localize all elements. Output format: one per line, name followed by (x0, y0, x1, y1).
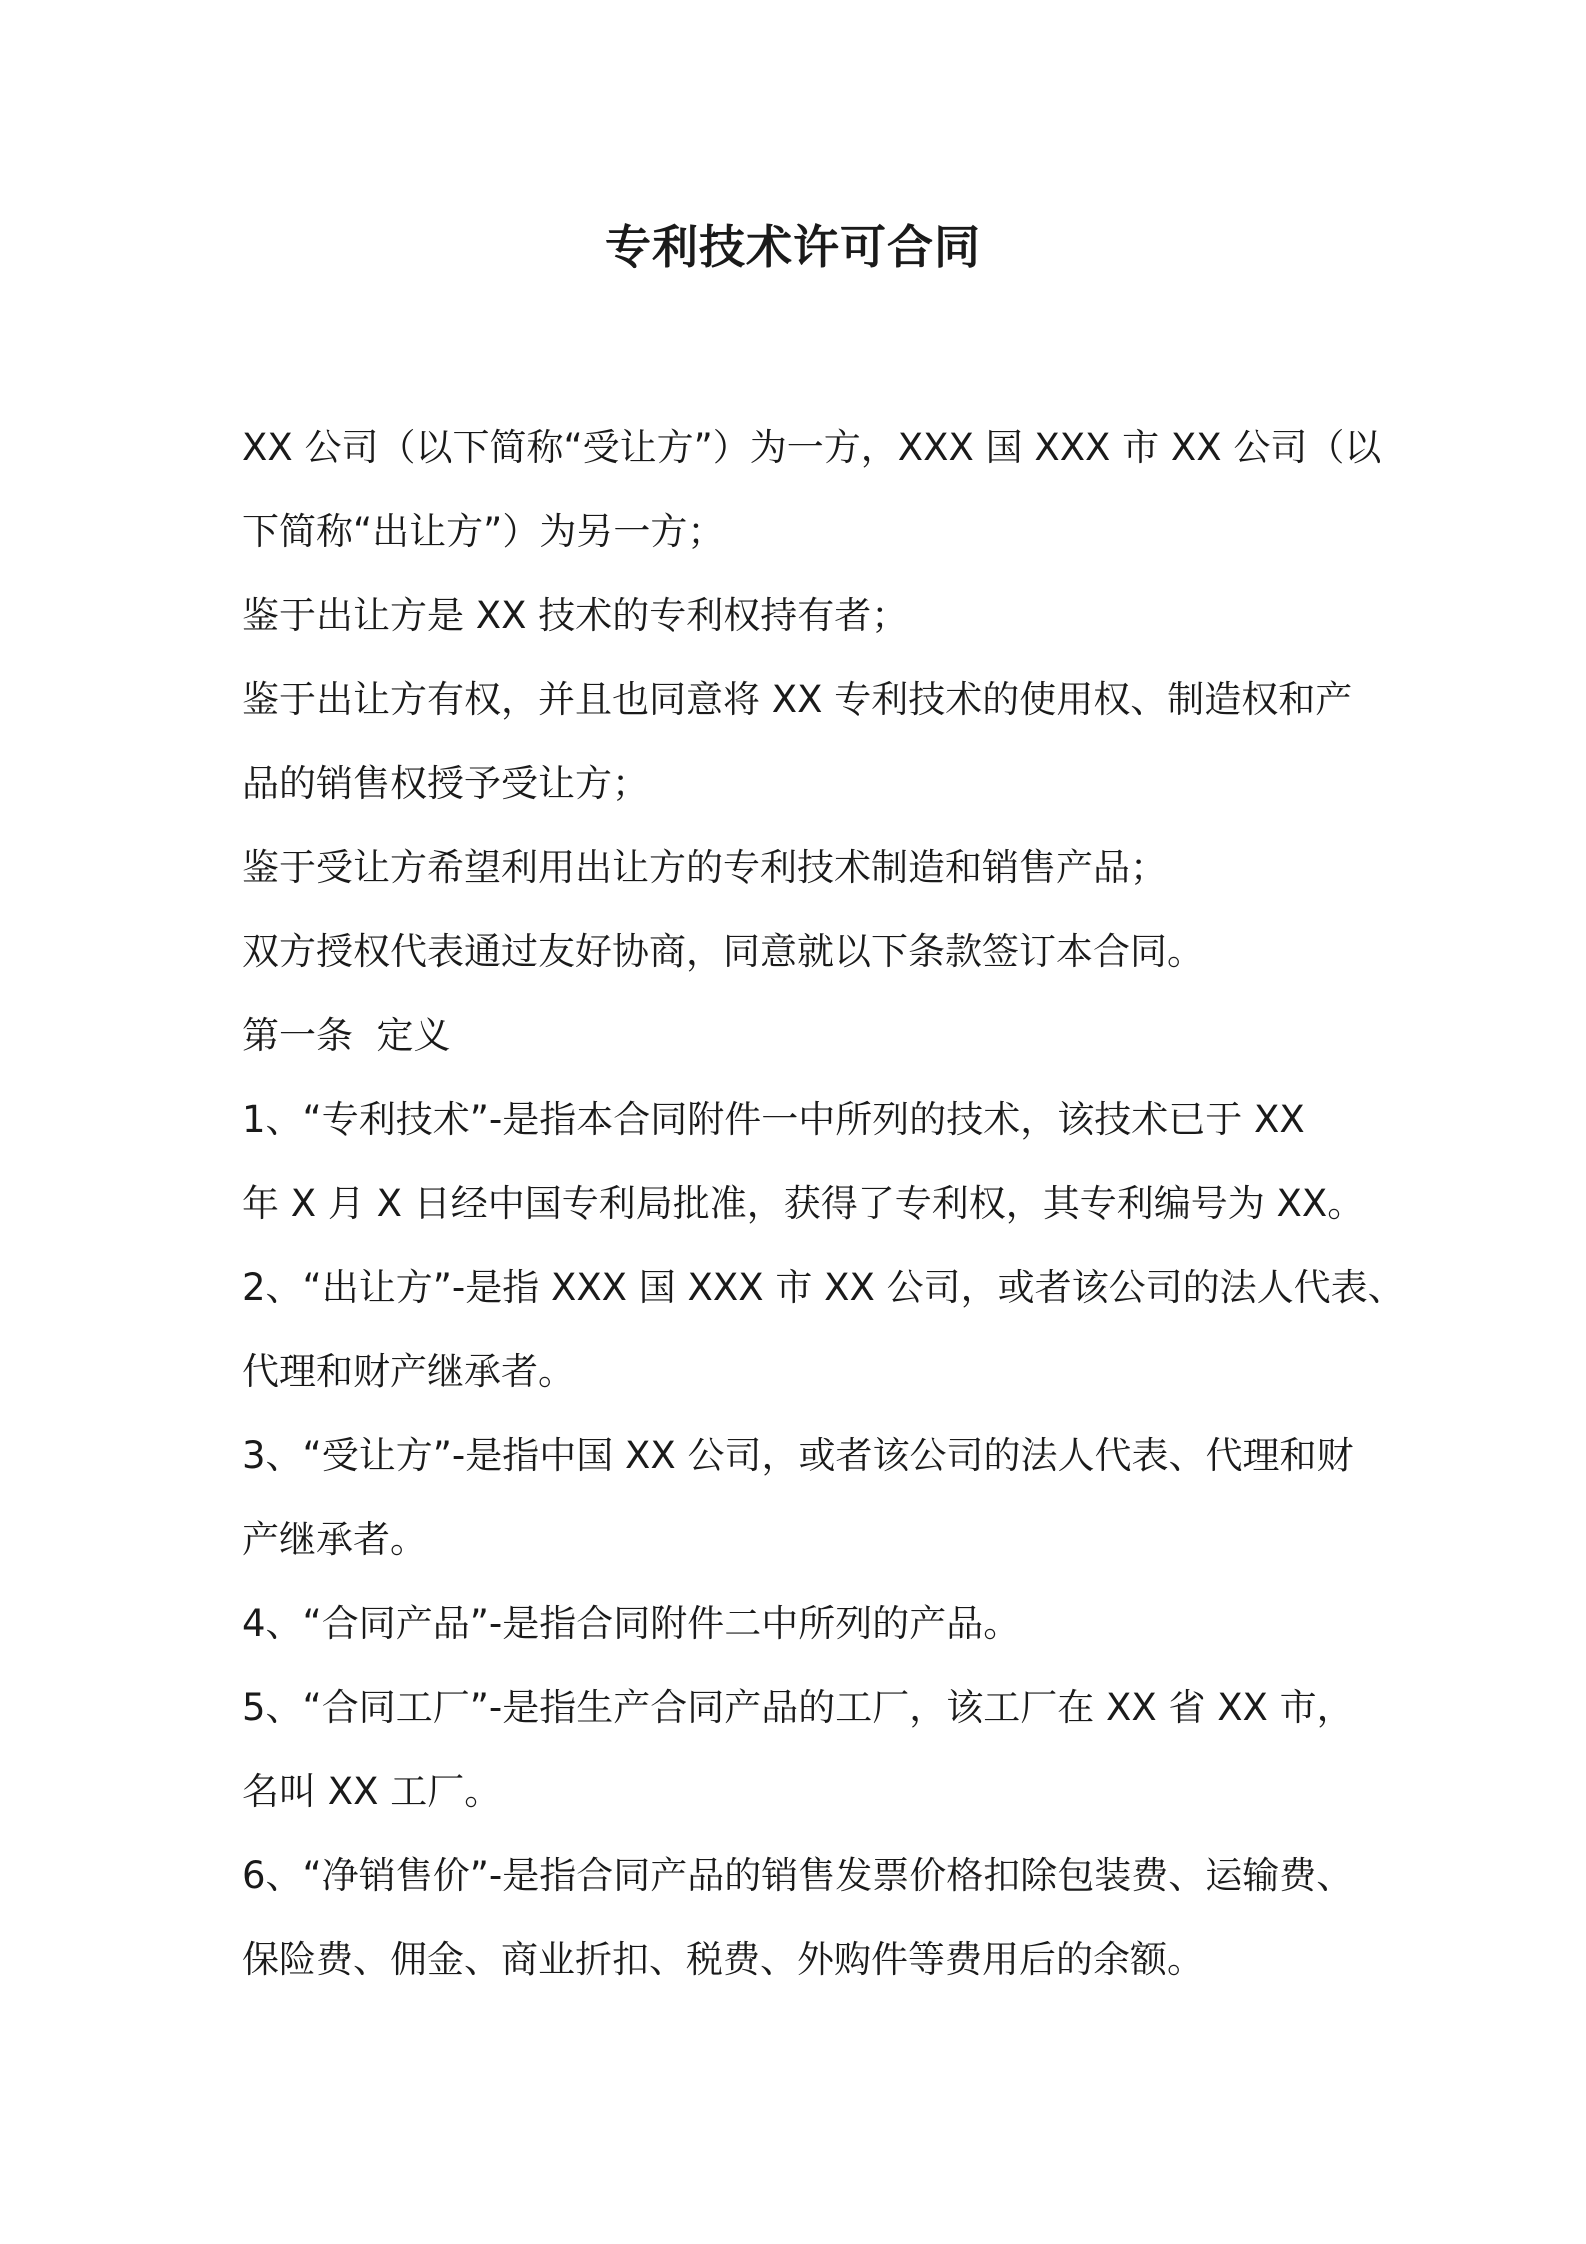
text-line: 鉴于受让方希望利用出让方的专利技术制造和销售产品； (242, 846, 1167, 889)
text-line: 1、“专利技术”-是指本合同附件一中所列的技术，该技术已于 XX (242, 1098, 1305, 1141)
text-line: 年 X 月 X 日经中国专利局批准，获得了专利权，其专利编号为 XX。 (242, 1182, 1365, 1225)
text-line: 5、“合同工厂”-是指生产合同产品的工厂，该工厂在 XX 省 XX 市， (242, 1686, 1354, 1729)
document-title: 专利技术许可合同 (605, 220, 981, 274)
text-line: 6、“净销售价”-是指合同产品的销售发票价格扣除包装费、运输费、 (242, 1854, 1354, 1897)
text-line: 品的销售权授予受让方； (242, 762, 649, 805)
text-line: 下简称“出让方”）为另一方； (242, 510, 725, 553)
text-line: 3、“受让方”-是指中国 XX 公司，或者该公司的法人代表、代理和财 (242, 1434, 1354, 1477)
text-line: 保险费、佣金、商业折扣、税费、外购件等费用后的余额。 (242, 1938, 1204, 1981)
document-body (242, 406, 1405, 2002)
section-heading: 第一条 定义 (242, 1014, 451, 1057)
text-line: XX 公司（以下简称“受让方”）为一方，XXX 国 XXX 市 XX 公司（以 (242, 426, 1382, 469)
text-line: 鉴于出让方有权，并且也同意将 XX 专利技术的使用权、制造权和产 (242, 678, 1353, 721)
text-line: 2、“出让方”-是指 XXX 国 XXX 市 XX 公司，或者该公司的法人代表、 (242, 1266, 1405, 1309)
text-line: 产继承者。 (242, 1518, 427, 1561)
text-line: 4、“合同产品”-是指合同附件二中所列的产品。 (242, 1602, 1021, 1645)
text-line: 名叫 XX 工厂。 (242, 1770, 502, 1813)
text-line: 代理和财产继承者。 (242, 1350, 575, 1393)
text-line: 鉴于出让方是 XX 技术的专利权持有者； (242, 594, 909, 637)
text-line: 双方授权代表通过友好协商，同意就以下条款签订本合同。 (242, 930, 1204, 973)
